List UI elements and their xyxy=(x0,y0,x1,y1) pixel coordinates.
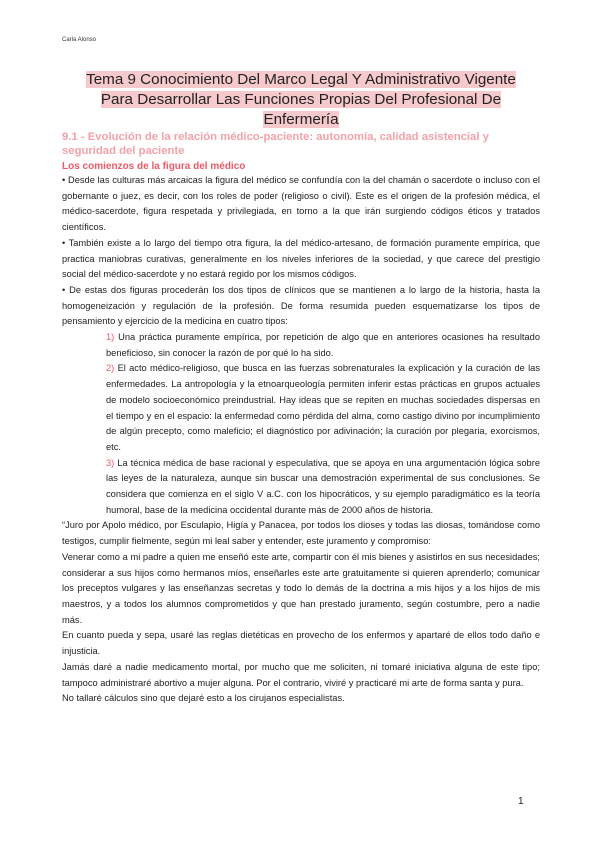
document-body xyxy=(62,130,540,707)
medicine-types-list xyxy=(106,330,540,518)
oath-paragraph-2: Venerar como a mi padre a quien me enseñó este arte, compartir con él mis bienes y asistirlos en sus necesidades; considerar a sus hijos como hermanos míos, enseñarles este arte gratuitamente si quieren aprenderlo; comunicar los preceptos vulgares y las enseñanzas secretas y todo lo demás de la doctrina a mis hijos y a los hijos de mis maestros, y a todos los alumnos comprometidos y que han prestado juramento, según costumbre, pero a nadie más. xyxy=(62,551,540,625)
list-item xyxy=(106,361,540,455)
list-item xyxy=(106,456,540,519)
paragraph-1: • Desde las culturas más arcaicas la figura del médico se confundía con la del chamán o sacerdote o incluso con el gobernante o juez, es decir, con los roles de poder (religioso o civil). Este es el origen de la profesión médica, el médico-sacerdote, figura respetada y privilegiada, en torno a la que irán surgiendo códigos éticos y tratados científicos. xyxy=(62,175,540,233)
title-line-2: Para Desarrollar Las Funciones Propias Del Profesional De xyxy=(100,91,502,108)
page-number: 1 xyxy=(518,796,524,807)
list-item-text: Una práctica puramente empírica, por repetición de algo que en anteriores ocasiones ha resultado beneficioso, sin conocer la razón de por qué lo ha sido. xyxy=(106,332,540,358)
paragraph-3: • De estas dos figuras procederán los dos tipos de clínicos que se mantienen a lo largo de la historia, hasta la homogeneización y regulación de la profesión. De forma resumida pueden esquematizarse los tipos de pensamiento y ejercicio de la medicina en cuatro tipos: xyxy=(62,284,540,327)
list-item-text: El acto médico-religioso, que busca en las fuerzas sobrenaturales la explicación y la curación de las enfermedades. La antropología y la etnoarqueología permiten inferir estas prácticas en grupos actuales de modelo socioeconómico preindustrial. Hay ideas que se repiten en muchas sociedades dispersas en el tiempo y en el espacio: la enfermedad como pérdida del alma, como castigo divino por incumplimiento de algún precepto, como maleficio; el diagnóstico por adivinación; la curación por plegaria, exorcismos, etc. xyxy=(106,363,540,452)
paragraph-2: • También existe a lo largo del tiempo otra figura, la del médico-artesano, de formación puramente empírica, que practica maniobras curativas, generalmente en los niveles inferiores de la sociedad, y que carece del prestigio social del médico-sacerdote y no estará regido por los mismos códigos. xyxy=(62,237,540,280)
list-number: 2) xyxy=(106,363,115,374)
oath-paragraph-5: No tallaré cálculos sino que dejaré esto a los cirujanos especialistas. xyxy=(62,693,345,704)
list-number: 1) xyxy=(106,332,115,343)
title-line-1: Tema 9 Conocimiento Del Marco Legal Y Administrativo Vigente xyxy=(86,71,516,88)
list-item xyxy=(106,330,540,361)
oath-paragraph-4: Jamás daré a nadie medicamento mortal, por mucho que me soliciten, ni tomaré iniciativa alguna de este tipo; tampoco administraré abortivo a mujer alguna. Por el contrario, viviré y practicaré mi arte de forma santa y pura. xyxy=(62,661,540,688)
author-name: Carla Alonso xyxy=(62,37,97,43)
subsection-heading: Los comienzos de la figura del médico xyxy=(62,161,246,172)
oath-paragraph-1: “Juro por Apolo médico, por Esculapio, Higía y Panacea, por todos los dioses y todas las diosas, tomándose como testigos, cumplir fielmente, según mi leal saber y entender, este juramento y compromiso: xyxy=(62,520,540,547)
section-heading: 9.1 - Evolución de la relación médico-paciente: autonomía, calidad asistencial y seguridad del paciente xyxy=(62,131,489,157)
list-item-text: La técnica médica de base racional y especulativa, que se apoya en una argumentación lógica sobre las leyes de la naturaleza, aunque sin buscar una demostración experimental de sus conclusiones. Se considera que comienza en el siglo V a.C. con los hipocráticos, y su ejemplo paradigmático es la teoría humoral, base de la medicina occidental durante más de 2000 años de historia. xyxy=(106,457,540,515)
document-title xyxy=(62,70,540,130)
title-line-3: Enfermería xyxy=(263,111,339,128)
list-number: 3) xyxy=(106,457,115,468)
oath-paragraph-3: En cuanto pueda y sepa, usaré las reglas dietéticas en provecho de los enfermos y apartaré de ellos todo daño e injusticia. xyxy=(62,630,540,657)
